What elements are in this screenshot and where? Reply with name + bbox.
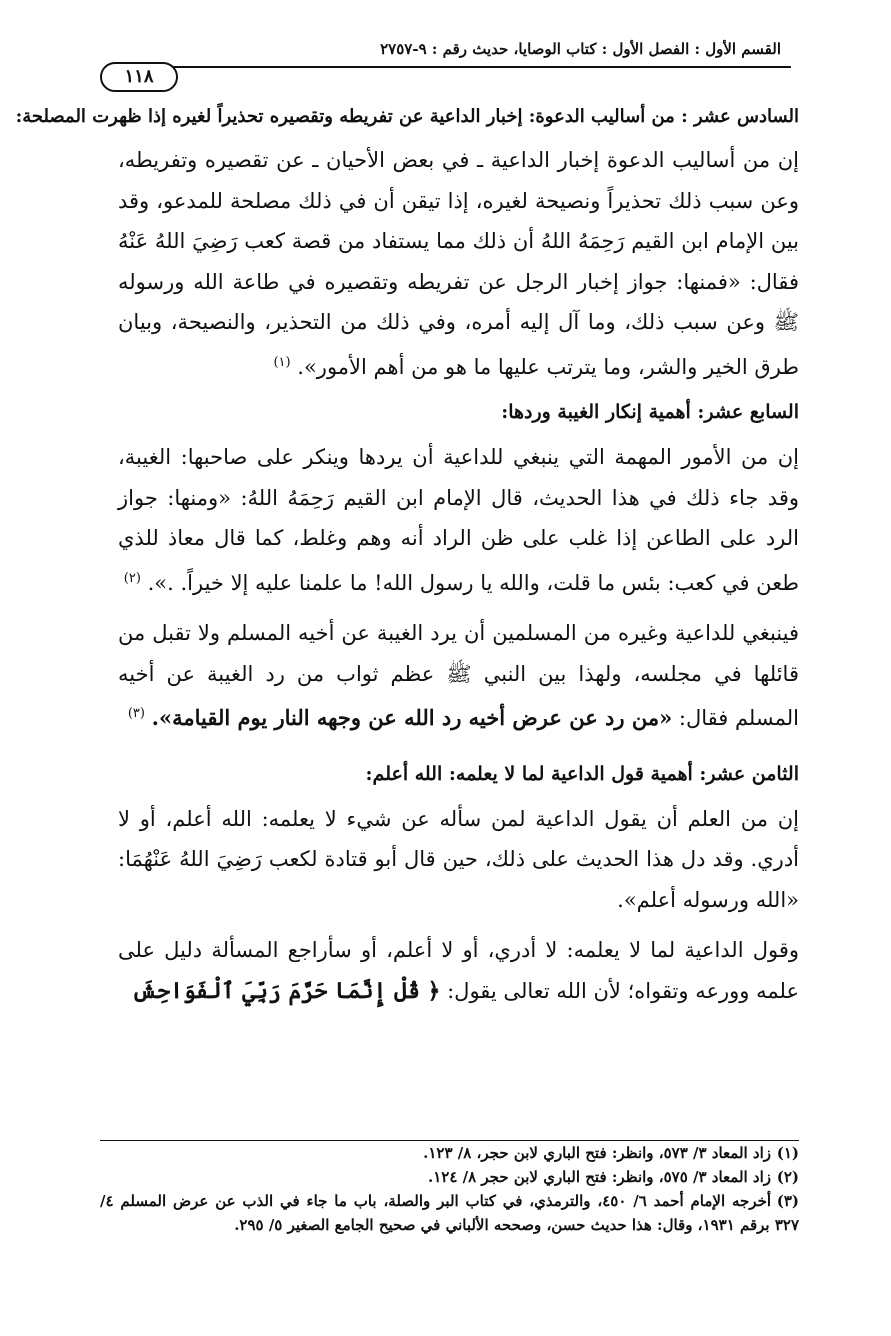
section-18-paragraph-1: إن من العلم أن يقول الداعية لمن سأله عن شيء لا يعلمه: الله أعلم، أو لا أدري. وقد دل هذا الحديث على ذلك، حين قال أبو قتادة لكعب رَضِيَ اللهُ عَنْهُمَا: «الله ورسوله أعلم». bbox=[118, 806, 799, 912]
footnote-ref-3[interactable]: (٣) bbox=[127, 706, 145, 721]
footnote-ref-1[interactable]: (١) bbox=[273, 354, 291, 370]
page-number: ١١٨ bbox=[100, 62, 178, 92]
quran-verse: ﴿ قُلْ إِنَّمَا حَرَّمَ رَبِّيَ ٱلْفَوَاحِشَ bbox=[131, 977, 441, 1004]
header-rule bbox=[140, 66, 791, 68]
footnotes-section bbox=[100, 1140, 799, 1237]
running-header: القسم الأول : الفصل الأول : كتاب الوصايا، حديث رقم : ٩-٢٧٥٧ bbox=[380, 40, 781, 58]
section-16-paragraph: إن من أساليب الدعوة إخبار الداعية ـ في بعض الأحيان ـ عن تقصيره وتفريطه، وعن سبب ذلك تحذيراً ونصيحة لغيره، إذا تيقن أن في ذلك مصلحة للمدعو، وقد بين الإمام ابن القيم رَحِمَهُ اللهُ أن ذلك مما يستفاد من قصة كعب رَضِيَ اللهُ عَنْهُ فقال: «فمنها: جواز إخبار الرجل عن تفريطه وتقصيره في طاعة الله ورسوله ﷺ وعن سبب ذلك، وما آل إليه أمره، وفي ذلك من التحذير، والنصيحة، وبيان طرق الخير والشر، وما يترتب عليها ما هو من أهم الأمور». $^{(١)}$ bbox=[118, 148, 800, 379]
footnote-ref-2[interactable]: (٢) bbox=[123, 570, 141, 586]
section-17-paragraph-2: فينبغي للداعية وغيره من المسلمين أن يرد الغيبة عن أخيه المسلم ولا تقبل من قائلها في مجلسه، ولهذا بين النبي ﷺ عظم ثواب من رد الغيبة عن أخيه المسلم فقال: «من رد عن عرض أخيه رد الله عن وجهه النار يوم القيامة». $^{(٣)}$ bbox=[118, 621, 799, 730]
footnote-2: (٢)زاد المعاد ٣/ ٥٧٥، وانظر: فتح الباري لابن حجر ٨/ ١٢٤. bbox=[427, 1168, 799, 1186]
footnote-1: (١)زاد المعاد ٣/ ٥٧٣، وانظر: فتح الباري لابن حجر، ٨/ ١٢٣. bbox=[423, 1144, 799, 1162]
hadith-quote: «من رد عن عرض أخيه رد الله عن وجهه النار يوم القيامة». bbox=[151, 705, 673, 730]
section-17-heading: السابع عشر: أهمية إنكار الغيبة وردها: bbox=[501, 401, 799, 423]
section-16-heading: السادس عشر : من أساليب الدعوة: إخبار الداعية عن تفريطه وتقصيره تحذيراً لغيره إذا ظهرت المصلحة: bbox=[15, 106, 799, 127]
section-18-paragraph-2: وقول الداعية لما لا يعلمه: لا أدري، أو لا أعلم، أو سأراجع المسألة دليل على علمه وورعه وتقواه؛ لأن الله تعالى يقول: ﴿ قُلْ إِنَّمَا حَرَّمَ رَبِّيَ ٱلْفَوَاحِشَ bbox=[118, 938, 799, 1004]
section-18-heading: الثامن عشر: أهمية قول الداعية لما لا يعلمه: الله أعلم: bbox=[365, 762, 799, 785]
footnote-3: (٣)أخرجه الإمام أحمد ٦/ ٤٥٠، والترمذي، في كتاب البر والصلة، باب ما جاء في الذب عن عرض المسلم ٤/ ٣٢٧ برقم ١٩٣١، وقال: هذا حديث حسن، وصححه الألباني في صحيح الجامع الصغير ٥/ ٢٩٥. bbox=[100, 1192, 800, 1234]
page-body bbox=[15, 104, 800, 1011]
section-17-paragraph-1: إن من الأمور المهمة التي ينبغي للداعية أن يردها وينكر على صاحبها: الغيبة، وقد جاء ذلك في هذا الحديث، قال الإمام ابن القيم رَحِمَهُ اللهُ: «ومنها: جواز الرد على الطاعن إذا غلب على ظن الراد أنه وهم وغلط، كما قال معاذ للذي طعن في كعب: بئس ما قلت، والله يا رسول الله! ما علمنا عليه إلا خيراً. .». $^{(٢)}$ bbox=[118, 445, 799, 595]
